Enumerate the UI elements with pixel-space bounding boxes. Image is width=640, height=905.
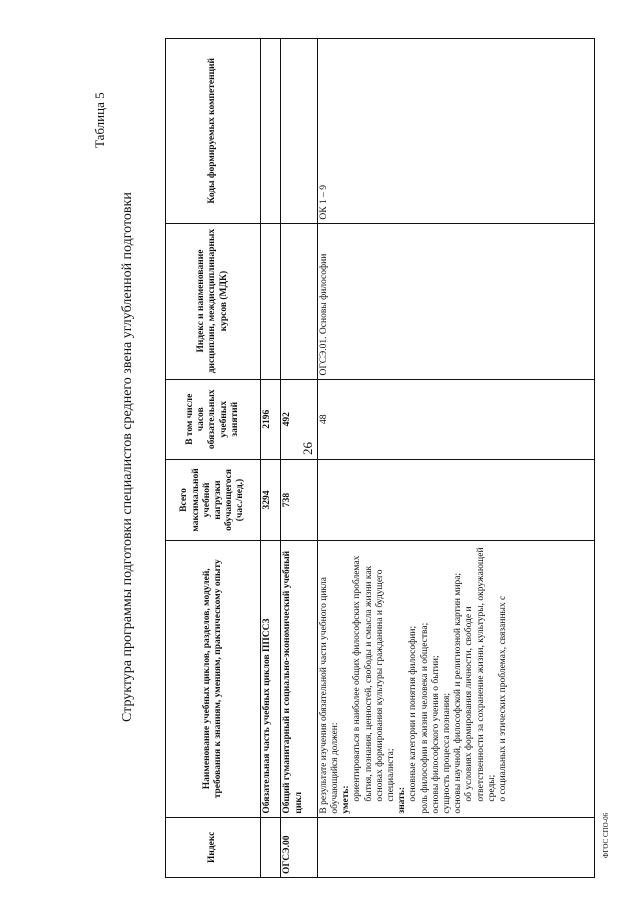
structure-table-container	[165, 38, 595, 878]
phil-znat-item: роль философии в жизни человека и общества;	[419, 622, 430, 814]
cell-phil-total	[317, 460, 594, 541]
phil-znat-item: об условиях формирования личности, свободе и ответственности за сохранение жизни, культуры, окружающей среды;	[464, 547, 497, 802]
header-mdk: Индекс и наименование дисциплин, междисциплинарных курсов (МДК)	[166, 223, 261, 379]
cell-ogse-name: Общий гуманитарный и социально-экономический учебный цикл	[281, 540, 317, 817]
cell-ogse-comp	[281, 39, 317, 224]
cell-mandatory-name: Обязательная часть учебных циклов ППССЗ	[261, 540, 281, 817]
cell-ogse-index: ОГСЭ.00	[281, 817, 317, 877]
page-number: 26	[300, 442, 315, 455]
phil-znat-item: основные категории и понятия философии;	[408, 625, 419, 802]
table-header-row	[166, 39, 261, 878]
table-label: Таблица 5	[92, 92, 107, 148]
phil-umet-label: уметь:	[341, 785, 352, 814]
phil-znat-item: сущность процесса познания;	[441, 692, 452, 814]
cell-phil-index	[317, 817, 594, 877]
cell-mandatory-index	[261, 817, 281, 877]
phil-znat-item: основы философского учения о бытии;	[430, 655, 441, 814]
table-row-mandatory	[261, 39, 281, 878]
cell-ogse-required: 492	[281, 379, 317, 460]
cell-mandatory-total: 3294	[261, 460, 281, 541]
cell-mandatory-mdk	[261, 223, 281, 379]
document-title: Структура программы подготовки специалистов среднего звена углубленной подготовки	[120, 192, 135, 722]
cell-ogse-mdk	[281, 223, 317, 379]
header-competencies: Коды формируемых компетенций	[166, 39, 261, 224]
structure-table	[165, 38, 595, 878]
phil-intro: В результате изучения обязательной части учебного цикла обучающийся должен:	[318, 577, 340, 814]
cell-phil-mdk: ОГСЭ.01. Основы философии	[317, 223, 594, 379]
cell-phil-required: 48	[317, 379, 594, 460]
table-row-ogse	[281, 39, 317, 878]
phil-znat-item: основы научной, философской и религиозной картин мира;	[453, 572, 464, 814]
cell-ogse-total: 738	[281, 460, 317, 541]
phil-umet-item: ориентироваться в наиболее общих философских проблемах бытия, познания, ценностей, свободы и смысла жизни как основах формирования культуры гражданина и будущего специалиста;	[352, 555, 396, 802]
cell-phil-competencies: ОК 1 – 9	[317, 39, 594, 224]
phil-znat-item: о социальных и этических проблемах, связанных с	[498, 595, 508, 802]
header-name: Наименование учебных циклов, разделов, модулей, требования к знаниям, умениям, практическому опыту	[166, 540, 261, 817]
phil-znat-label: знать:	[397, 786, 408, 814]
cell-mandatory-required: 2196	[261, 379, 281, 460]
cell-phil-requirements	[317, 540, 594, 817]
cell-mandatory-comp	[261, 39, 281, 224]
table-row-philosophy	[317, 39, 594, 878]
footer-mark: ФГОС СПО-06	[602, 812, 610, 858]
header-required-hours: В том числе часов обязательных учебных занятий	[166, 379, 261, 460]
header-index: Индекс	[166, 817, 261, 877]
header-total-load: Всего максимальной учебной нагрузки обучающегося (час./нед.)	[166, 460, 261, 541]
